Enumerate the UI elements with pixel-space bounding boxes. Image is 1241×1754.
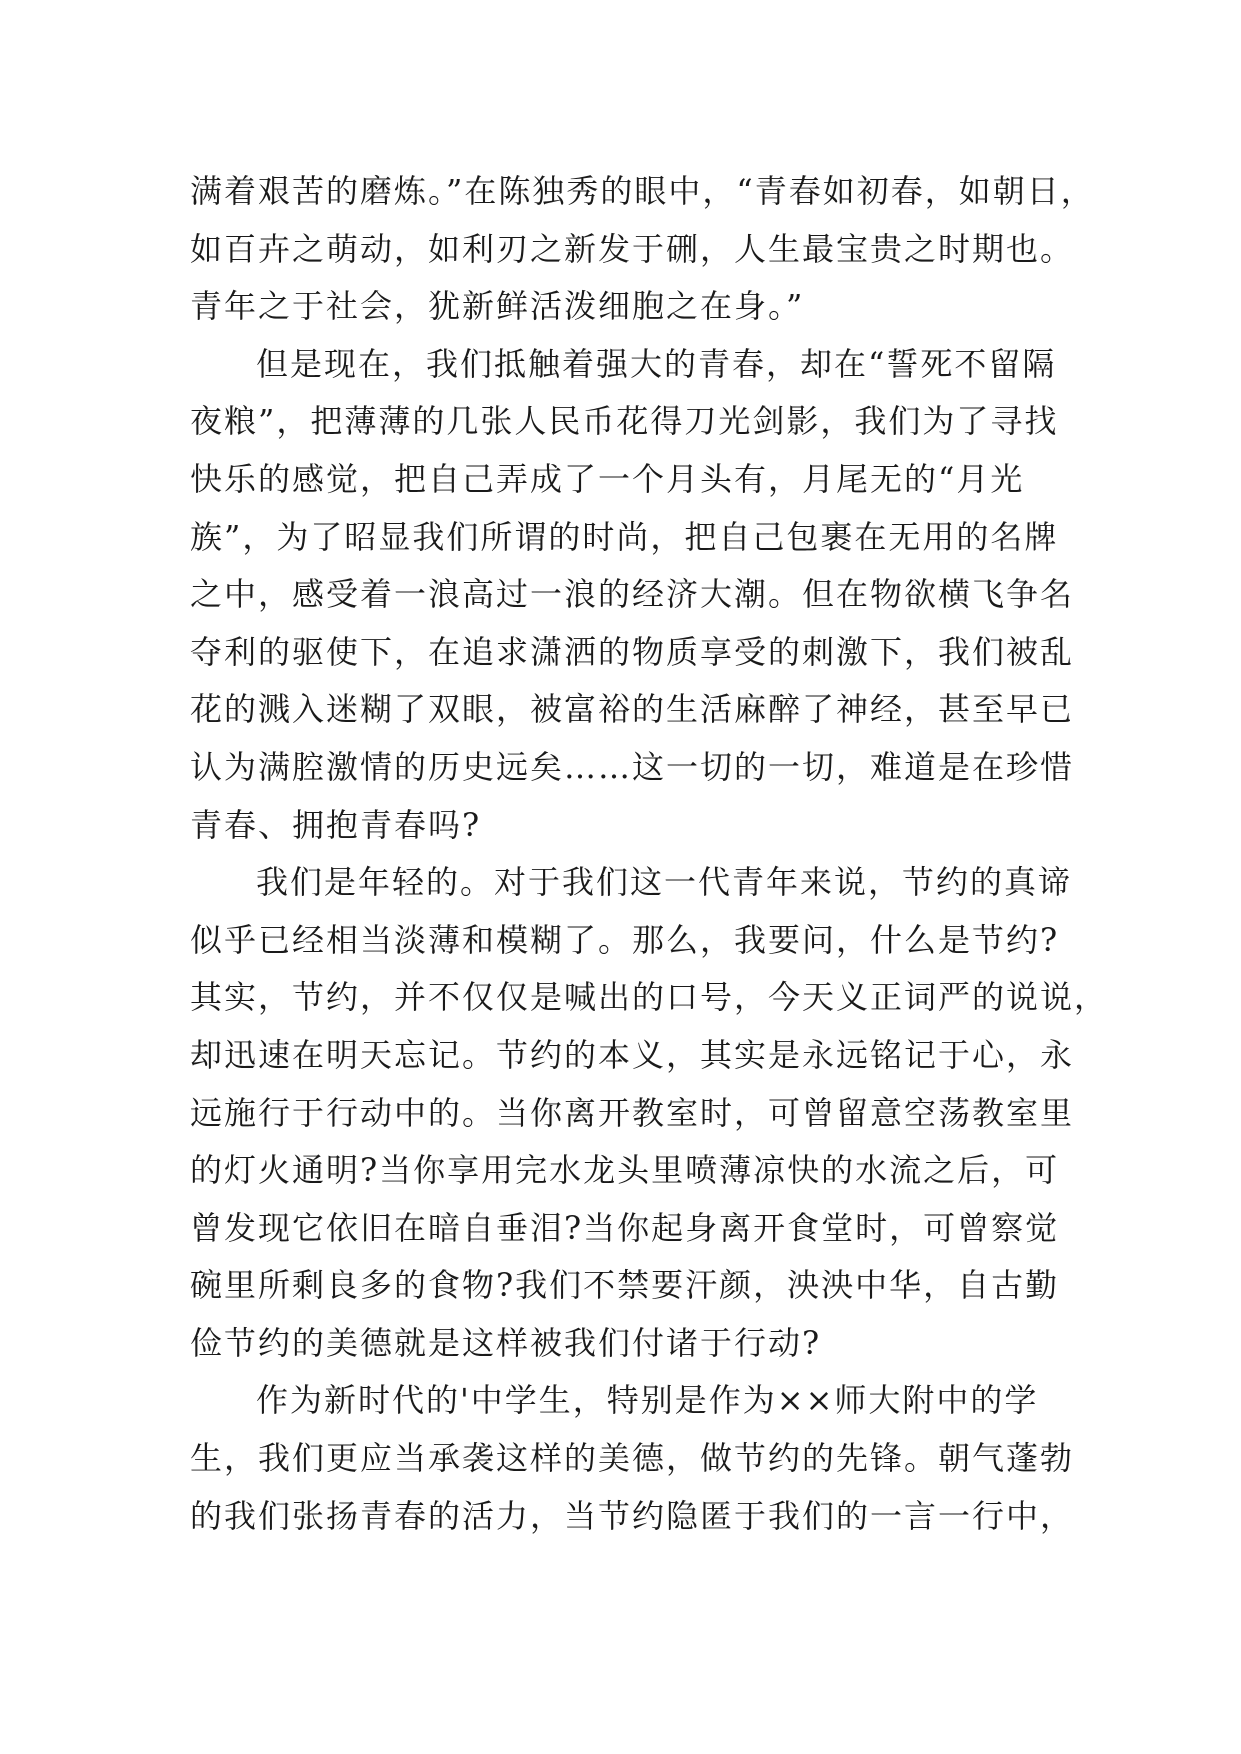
text-line: 生，我们更应当承袭这样的美德，做节约的先锋。朝气蓬勃 [190, 1439, 1075, 1478]
text-line: 的我们张扬青春的活力，当节约隐匿于我们的一言一行中， [190, 1496, 1075, 1535]
text-line: 夜粮”，把薄薄的几张人民币花得刀光剑影，我们为了寻找 [190, 402, 1059, 441]
text-line: 远施行于行动中的。当你离开教室时，可曾留意空荡教室里 [190, 1093, 1075, 1132]
text-line: 族”，为了昭显我们所谓的时尚，把自己包裹在无用的名牌 [190, 517, 1059, 556]
text-line: 曾发现它依旧在暗自垂泪?当你起身离开食堂时，可曾察觉 [190, 1208, 1060, 1247]
text-line: 的灯火通明?当你享用完水龙头里喷薄凉快的水流之后，可 [190, 1151, 1060, 1190]
paragraph-first-line: 我们是年轻的。对于我们这一代青年来说，节约的真谛 [256, 863, 1073, 902]
text-line: 夺利的驱使下，在追求潇洒的物质享受的刺激下，我们被乱 [190, 632, 1075, 671]
paragraph-first-line: 但是现在，我们抵触着强大的青春，却在“誓死不留隔 [256, 344, 1057, 383]
text-line: 青年之于社会，犹新鲜活泼细胞之在身。” [190, 287, 805, 326]
text-line: 之中，感受着一浪高过一浪的经济大潮。但在物欲横飞争名 [190, 575, 1075, 614]
text-line: 如百卉之萌动，如利刃之新发于硎，人生最宝贵之时期也。 [190, 229, 1075, 268]
text-line: 俭节约的美德就是这样被我们付诸于行动? [190, 1323, 822, 1362]
text-line: 满着艰苦的磨炼。”在陈独秀的眼中，“青春如初春，如朝日， [190, 172, 1095, 210]
paragraph-first-line: 作为新时代的'中学生，特别是作为××师大附中的学 [256, 1381, 1039, 1420]
text-line: 其实，节约，并不仅仅是喊出的口号，今天义正词严的说说， [190, 978, 1109, 1017]
text-line: 似乎已经相当淡薄和模糊了。那么，我要问，什么是节约? [190, 920, 1060, 959]
text-line: 认为满腔激情的历史远矣……这一切的一切，难道是在珍惜 [190, 747, 1075, 786]
text-line: 花的溅入迷糊了双眼，被富裕的生活麻醉了神经，甚至早已 [190, 690, 1075, 729]
text-line: 却迅速在明天忘记。节约的本义，其实是永远铭记于心，永 [190, 1035, 1075, 1074]
text-line: 青春、拥抱青春吗? [190, 805, 482, 844]
text-line: 快乐的感觉，把自己弄成了一个月头有，月尾无的“月光 [190, 459, 1025, 498]
body-text [190, 163, 1109, 1545]
text-line: 碗里所剩良多的食物?我们不禁要汗颜，泱泱中华，自古勤 [190, 1266, 1060, 1305]
